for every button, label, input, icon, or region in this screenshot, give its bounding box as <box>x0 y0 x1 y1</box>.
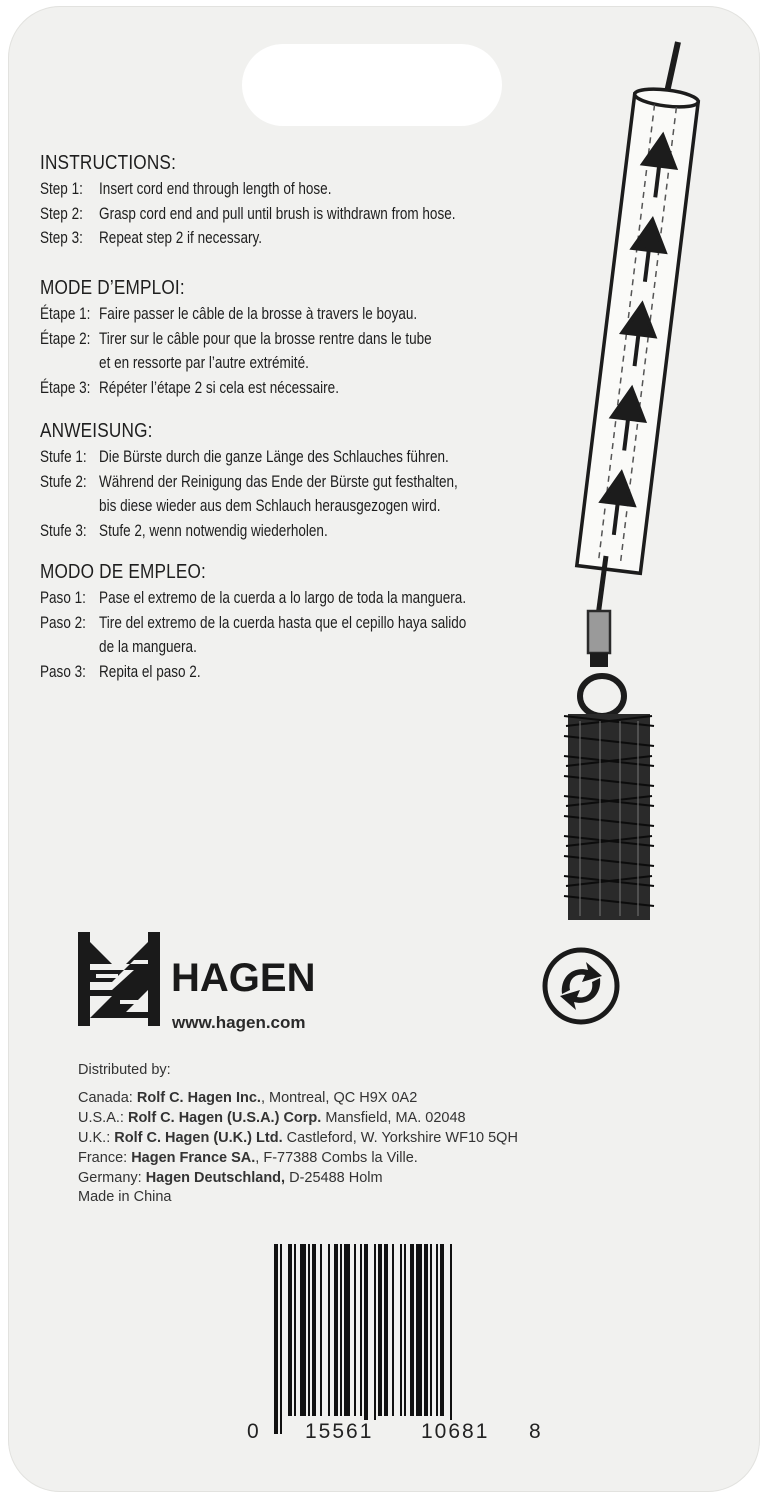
instruction-step <box>40 202 456 227</box>
instruction-title: INSTRUCTIONS: <box>40 152 177 174</box>
barcode-group-2: 10681 <box>418 1420 492 1444</box>
barcode-digit-left: 0 <box>244 1420 262 1444</box>
brand-name: HAGEN <box>171 956 316 1000</box>
distributor-row <box>78 1168 518 1188</box>
step-text: Während der Reinigung das Ende der Bürste gut festhalten, <box>99 472 458 491</box>
distributor-row <box>78 1128 518 1148</box>
instruction-step <box>40 635 466 660</box>
distributor-company: Rolf C. Hagen (U.K.) Ltd. <box>114 1130 283 1146</box>
step-text: Die Bürste durch die ganze Länge des Schlauches führen. <box>99 448 449 466</box>
instruction-step <box>40 376 432 401</box>
instruction-step <box>40 494 458 519</box>
step-label: Step 3: <box>40 229 83 247</box>
instruction-step <box>40 327 432 352</box>
step-label: Step 1: <box>40 180 83 198</box>
distributor-country: U.S.A.: <box>78 1110 128 1126</box>
instruction-step <box>40 445 458 470</box>
made-in-label: Made in China <box>78 1189 172 1205</box>
distributor-company: Rolf C. Hagen (U.S.A.) Corp. <box>127 1110 322 1126</box>
step-text: Stufe 2, wenn notwendig wiederholen. <box>99 521 328 540</box>
hagen-h-logo-icon <box>76 930 176 1030</box>
step-text: Repita el paso 2. <box>99 662 201 681</box>
instruction-step <box>40 470 458 495</box>
step-text: Grasp cord end and pull until brush is withdrawn from hose. <box>99 204 456 223</box>
distributor-company: Hagen Deutschland, <box>145 1170 286 1186</box>
step-text: bis diese wieder aus dem Schlauch herausgezogen wird. <box>99 497 441 515</box>
step-label: Paso 3: <box>40 662 86 681</box>
step-label: Étape 2: <box>40 329 91 348</box>
step-label: Étape 3: <box>40 378 91 397</box>
hose-brush-illustration-icon <box>560 36 710 926</box>
step-text: et en ressorte par l’autre extrémité. <box>99 354 309 372</box>
brand-website: www.hagen.com <box>172 1013 306 1032</box>
instruction-step <box>40 660 466 685</box>
instruction-step <box>40 177 456 202</box>
distributor-company: Hagen France SA. <box>131 1150 256 1166</box>
distributor-address: , F-77388 Combs la Ville. <box>255 1150 418 1166</box>
green-dot-recycle-icon <box>540 946 622 1026</box>
step-text: Insert cord end through length of hose. <box>99 180 332 198</box>
distributor-country: France: <box>78 1150 132 1166</box>
barcode-icon <box>270 1244 520 1438</box>
distributor-address: Castleford, W. Yorkshire WF10 5QH <box>282 1130 518 1146</box>
step-label: Paso 2: <box>40 613 86 632</box>
barcode-digit-right: 8 <box>526 1420 544 1444</box>
step-label: Paso 1: <box>40 589 86 607</box>
instruction-step <box>40 302 432 327</box>
distribution-heading: Distributed by: <box>78 1062 171 1078</box>
distributor-row <box>78 1088 518 1108</box>
instruction-title: ANWEISUNG: <box>40 420 153 442</box>
instruction-step <box>40 586 466 611</box>
step-text: Faire passer le câble de la brosse à travers le boyau. <box>99 305 418 323</box>
distributor-address: Mansfield, MA. 02048 <box>321 1110 466 1126</box>
step-label: Stufe 3: <box>40 521 87 540</box>
instruction-step <box>40 519 458 544</box>
instruction-step <box>40 226 456 251</box>
step-label: Stufe 1: <box>40 448 87 466</box>
instruction-title: MODO DE EMPLEO: <box>40 561 207 583</box>
step-label: Step 2: <box>40 204 83 223</box>
distributor-row <box>78 1148 518 1168</box>
barcode-group-1: 15561 <box>302 1420 376 1444</box>
instruction-block <box>40 420 550 543</box>
instruction-step <box>40 351 432 376</box>
hang-hole <box>242 44 502 126</box>
distributor-address: , Montreal, QC H9X 0A2 <box>260 1090 418 1106</box>
distributor-country: Canada: <box>78 1090 137 1106</box>
instruction-title: MODE D’EMPLOI: <box>40 277 185 299</box>
distributor-country: U.K.: <box>78 1130 115 1146</box>
distributor-address: D-25488 Holm <box>285 1170 383 1186</box>
distributor-country: Germany: <box>78 1170 146 1186</box>
step-label: Étape 1: <box>40 305 91 323</box>
step-text: Repeat step 2 if necessary. <box>99 229 262 247</box>
instruction-step <box>40 611 466 636</box>
instruction-block <box>40 152 547 251</box>
step-text: Tire del extremo de la cuerda hasta que el cepillo haya salido <box>99 613 467 632</box>
distributor-row <box>78 1108 518 1128</box>
step-label: Stufe 2: <box>40 472 87 491</box>
distribution-info <box>78 1060 518 1188</box>
step-text: Pase el extremo de la cuerda a lo largo de toda la manguera. <box>99 589 467 607</box>
step-text: Tirer sur le câble pour que la brosse rentre dans le tube <box>99 329 432 348</box>
instruction-block <box>40 277 518 400</box>
step-text: de la manguera. <box>99 638 197 656</box>
step-text: Répéter l’étape 2 si cela est nécessaire. <box>99 378 339 397</box>
instruction-block <box>40 561 560 684</box>
distributor-company: Rolf C. Hagen Inc. <box>136 1090 261 1106</box>
